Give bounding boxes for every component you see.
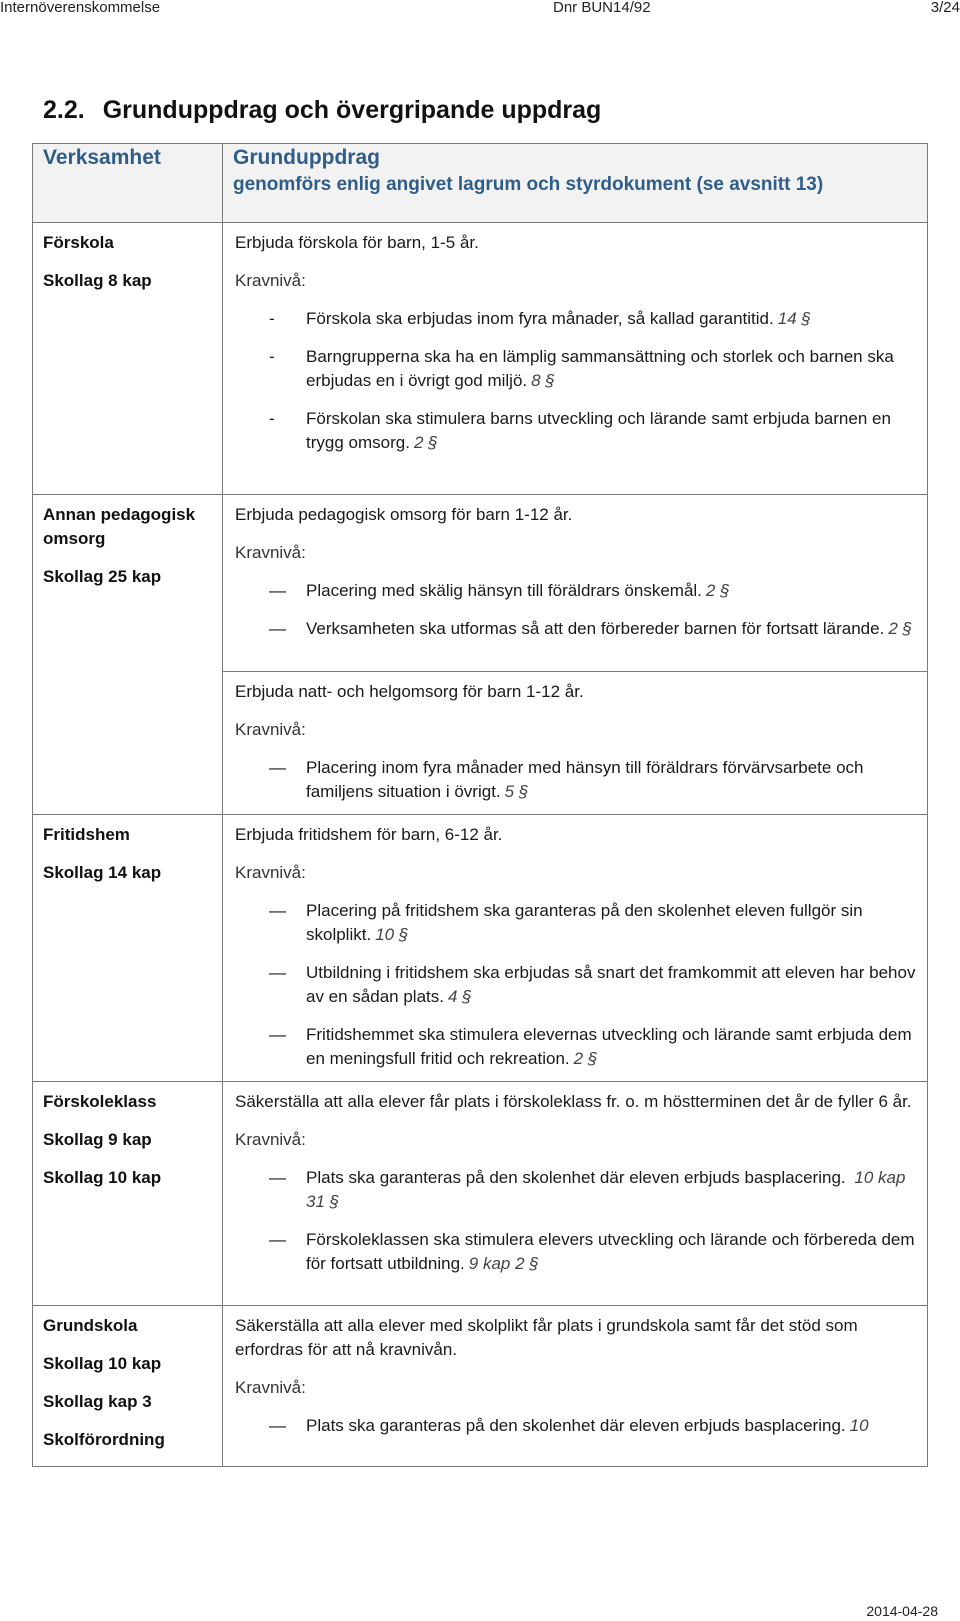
mission-cell — [223, 1082, 928, 1306]
requirement-list — [235, 899, 917, 1071]
list-item: - Barngrupperna ska ha en lämplig sammansättning och storlek och barnen ska erbjudas en i övrigt god miljö. 8 § — [269, 347, 894, 390]
table-row-annan-pedagogisk-omsorg — [33, 495, 928, 672]
activity-name: Fritidshem — [43, 825, 130, 844]
list-item: — Placering med skälig hänsyn till föräldrars önskemål. 2 § — [269, 581, 730, 600]
page-header — [0, 0, 960, 28]
table-row-forskoleklass — [33, 1082, 928, 1306]
requirement-label: Kravnivå: — [235, 271, 306, 290]
requirement-list — [235, 307, 917, 455]
section-number: 2.2. — [43, 96, 85, 124]
section-title: Grunduppdrag och övergripande uppdrag — [102, 96, 602, 124]
requirement-label: Kravnivå: — [235, 1130, 306, 1149]
law-reference: Skollag 8 kap — [43, 271, 152, 290]
activity-cell — [33, 495, 223, 815]
section-heading — [43, 96, 601, 125]
list-item: — Fritidshemmet ska stimulera elevernas utveckling och lärande samt erbjuda dem en meningsfull fritid och rekreation. 2 § — [269, 1025, 912, 1068]
list-item: — Plats ska garanteras på den skolenhet där eleven erbjuds basplacering. 10 kap 31 § — [269, 1168, 906, 1211]
law-reference: Skollag kap 3 — [43, 1392, 152, 1411]
law-reference: Skollag 10 kap — [43, 1168, 162, 1187]
activity-cell — [33, 815, 223, 1082]
mission-intro: Erbjuda natt- och helgomsorg för barn 1-12 år. — [235, 682, 584, 701]
table-header-row — [33, 144, 928, 223]
mission-cell — [223, 495, 928, 672]
list-item: — Förskoleklassen ska stimulera elevers utveckling och lärande och förbereda dem för fortsatt utbildning. 9 kap 2 § — [269, 1230, 915, 1273]
list-item: — Verksamheten ska utformas så att den förbereder barnen för fortsatt lärande. 2 § — [269, 619, 912, 638]
requirement-list — [235, 756, 917, 804]
footer-date: 2014-04-28 — [866, 1603, 938, 1619]
list-item: - Förskola ska erbjudas inom fyra månader, så kallad garantitid. 14 § — [269, 309, 811, 328]
mission-cell — [223, 815, 928, 1082]
grunduppdrag-subtitle: genomförs enlig angivet lagrum och styrdokument (se avsnitt 13) — [233, 174, 824, 195]
list-item: — Utbildning i fritidshem ska erbjudas så snart det framkommit att eleven har behov av en sådan plats. 4 § — [269, 963, 916, 1006]
mission-cell — [223, 223, 928, 495]
header-page-number: 3/24 — [930, 0, 960, 16]
activity-cell — [33, 1082, 223, 1306]
requirement-label: Kravnivå: — [235, 543, 306, 562]
requirement-list — [235, 579, 917, 641]
mission-cell — [223, 672, 928, 815]
activity-name: Förskoleklass — [43, 1092, 157, 1111]
table-row-fritidshem — [33, 815, 928, 1082]
requirement-list — [235, 1414, 917, 1438]
mission-intro: Erbjuda fritidshem för barn, 6-12 år. — [235, 825, 503, 844]
header-diary-number: Dnr BUN14/92 — [553, 0, 651, 16]
mission-table — [32, 143, 928, 1467]
mission-cell — [223, 1306, 928, 1467]
requirement-list — [235, 1166, 917, 1276]
law-reference: Skollag 14 kap — [43, 863, 162, 882]
activity-cell — [33, 223, 223, 495]
list-item: - Förskolan ska stimulera barns utveckling och lärande samt erbjuda barnen en trygg omsorg. 2 § — [269, 409, 891, 452]
list-item: — Placering på fritidshem ska garanteras på den skolenhet eleven fullgör sin skolplikt. 10 § — [269, 901, 863, 944]
activity-name: Grundskola — [43, 1316, 138, 1335]
ordinance-reference: Skolförordning — [43, 1430, 165, 1449]
list-item: — Plats ska garanteras på den skolenhet där eleven erbjuds basplacering. 10 — [269, 1416, 869, 1435]
mission-intro: Säkerställa att alla elever med skolplikt får plats i grundskola samt får det stöd som erfordras för att nå kravnivån. — [235, 1316, 858, 1359]
header-document-type: Internöverenskommelse — [0, 0, 161, 16]
mission-intro: Erbjuda förskola för barn, 1-5 år. — [235, 233, 479, 252]
law-reference: Skollag 25 kap — [43, 567, 162, 586]
column-header-verksamhet: Verksamhet — [33, 144, 223, 223]
grunduppdrag-title: Grunduppdrag — [233, 146, 380, 169]
law-reference: Skollag 10 kap — [43, 1354, 162, 1373]
requirement-label: Kravnivå: — [235, 863, 306, 882]
requirement-label: Kravnivå: — [235, 720, 306, 739]
list-item: — Placering inom fyra månader med hänsyn till föräldrars förvärvsarbete och familjens situation i övrigt. 5 § — [269, 758, 864, 801]
mission-intro: Erbjuda pedagogisk omsorg för barn 1-12 år. — [235, 505, 573, 524]
activity-name: Annan pedagogisk omsorg — [43, 505, 196, 548]
activity-cell — [33, 1306, 223, 1467]
requirement-label: Kravnivå: — [235, 1378, 306, 1397]
activity-name: Förskola — [43, 233, 114, 252]
table-row-forskola — [33, 223, 928, 495]
table-row-grundskola — [33, 1306, 928, 1467]
mission-intro: Säkerställa att alla elever får plats i förskoleklass fr. o. m höstterminen det år de fyller 6 år. — [235, 1092, 912, 1111]
column-header-grunduppdrag — [223, 144, 928, 223]
law-reference: Skollag 9 kap — [43, 1130, 152, 1149]
